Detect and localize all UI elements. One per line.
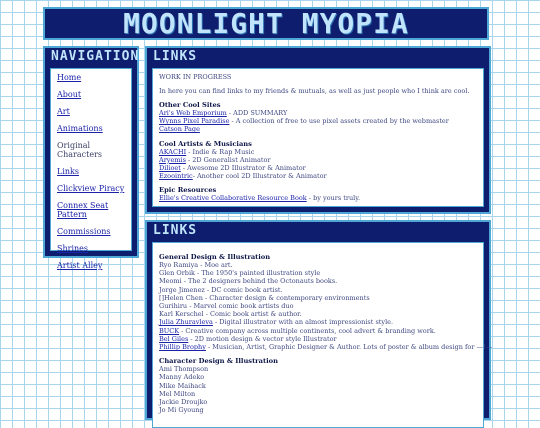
link-list-item [159, 269, 477, 277]
link-list-item [159, 318, 477, 326]
link-list-item [159, 109, 477, 117]
link-description: Manny Adeko [159, 373, 205, 382]
link-description: - by yours truly. [306, 194, 361, 203]
links-panel-2-title: LINKS [153, 223, 198, 238]
link-list-item [159, 310, 477, 318]
links-panel-2 [145, 220, 491, 420]
section-heading: General Design & Illustration [159, 253, 271, 261]
link-list-item [159, 382, 477, 390]
link-list-item [159, 125, 477, 133]
link-description: - Musician, Artist, Graphic Designer & Author. Lots of poster & album design for —!— [205, 343, 493, 352]
link-name[interactable]: AKACHI [159, 147, 187, 156]
link-name[interactable]: Dilioet [159, 164, 181, 173]
link-description: Jo Mi Gyoung [159, 406, 204, 415]
link-list-item [159, 335, 477, 343]
link-description: - Digital illustrator with an almost impressionist style. [212, 318, 394, 327]
link-list-item [159, 164, 477, 172]
work-in-progress-text: WORK IN PROGRESS [159, 73, 232, 81]
nav-item-commissions[interactable]: Commissions [57, 227, 111, 236]
link-name[interactable]: Bel Giles [159, 334, 189, 343]
site-title: MOONLIGHT MYOPIA [123, 7, 409, 40]
link-name[interactable]: Julia Zhuravleva [159, 318, 213, 327]
nav-item-animations[interactable]: Animations [57, 124, 103, 133]
link-description: Mike Maihack [159, 381, 206, 390]
link-list-item [159, 194, 477, 202]
section-heading: Cool Artists & Musicians [159, 139, 252, 148]
nav-item-about[interactable]: About [57, 90, 82, 99]
link-list-item [159, 373, 477, 381]
link-description: Ami Thompson [159, 365, 209, 374]
nav-item-original-characters[interactable]: Original Characters [57, 141, 102, 159]
link-list-item [159, 390, 477, 398]
link-list-item [159, 277, 477, 285]
link-name[interactable]: Ari's Web Emporium [159, 109, 227, 117]
nav-item-connex-seat-pattern[interactable]: Connex Seat Pattern [57, 201, 109, 219]
link-list-item [159, 261, 477, 269]
site-banner [43, 7, 489, 40]
link-list-item [159, 327, 477, 335]
links-panel [145, 46, 491, 214]
link-description: Karl Kerschel - Comic book artist & author. [159, 310, 302, 319]
link-name[interactable]: Aryemis [159, 155, 186, 164]
link-description: - 2D motion design & vector style Illustrator [188, 334, 337, 343]
link-description: []Helen Chen - Character design & contemporary environments [159, 293, 370, 302]
link-description: - A collection of free to use pixel assets created by the webmaster [229, 117, 449, 126]
link-description: Jackie Droujko [159, 398, 208, 407]
link-list-item [159, 117, 477, 125]
link-description: Gurihiru - Marvel comic book artists duo [159, 302, 294, 311]
nav-item-art[interactable]: Art [57, 107, 70, 116]
links-panel-body [152, 68, 484, 207]
link-description: - ADD SUMMARY [226, 109, 288, 117]
link-description: Mel Milton [159, 389, 196, 398]
link-list-item [159, 148, 477, 156]
navigation-panel [43, 46, 140, 270]
nav-item-artist-alley[interactable]: Artist Alley [57, 261, 103, 270]
section-heading: Epic Resources [159, 186, 217, 195]
nav-item-clickview-piracy[interactable]: Clickview Piracy [57, 184, 125, 193]
link-name[interactable]: Catson Page [159, 125, 200, 134]
navigation-list [50, 68, 132, 270]
intro-text: In here you can find links to my friends & mutuals, as well as just people who I think are cool. [159, 87, 470, 95]
section-heading: Character Design & Illustration [159, 357, 278, 366]
link-description: Glen Orbik - The 1950's painted illustration style [159, 269, 321, 278]
navigation-title: NAVIGATION [51, 49, 140, 64]
link-description: - Creative company across multiple continents, cool advert & branding work. [179, 326, 436, 335]
link-description: Jorge Jimenez - DC comic book artist. [159, 285, 283, 294]
link-list-item [159, 286, 477, 294]
link-list-item [159, 294, 477, 302]
link-description: - Awesome 2D Illustrator & Animator [180, 164, 306, 173]
link-list-item [159, 343, 493, 352]
link-description: Ryo Ramiya - Moe art. [159, 261, 233, 269]
link-list-item [159, 156, 477, 164]
link-list-item [159, 172, 477, 180]
links-panel-title: LINKS [153, 49, 198, 64]
link-list-item [159, 302, 477, 310]
links-sections-2 [159, 253, 493, 415]
link-name[interactable]: BUCK [159, 326, 180, 335]
link-name[interactable]: Ellie's Creative Collaborative Resource Book [159, 194, 307, 203]
link-description: - 2D Generalist Animator [185, 155, 271, 164]
links-sections [159, 101, 477, 203]
section-heading: Other Cool Sites [159, 101, 221, 109]
link-description: - Indie & Rap Music [186, 147, 255, 156]
link-list-item [159, 398, 477, 406]
link-description: Meomi - The 2 designers behind the Octonauts books. [159, 277, 338, 286]
link-name[interactable]: Phillip Brophy [159, 343, 206, 352]
link-description: - Another cool 2D Illustrator & Animator [192, 172, 327, 181]
nav-item-links[interactable]: Links [57, 167, 79, 176]
link-name[interactable]: Wynns Pixel Paradise [159, 117, 230, 126]
link-list-item [159, 365, 477, 373]
nav-item-shrines[interactable]: Shrines [57, 244, 89, 253]
link-name[interactable]: Ezoointric [159, 172, 193, 181]
link-list-item [159, 406, 477, 414]
links-panel-2-body [152, 242, 493, 428]
nav-item-home[interactable]: Home [57, 73, 82, 82]
